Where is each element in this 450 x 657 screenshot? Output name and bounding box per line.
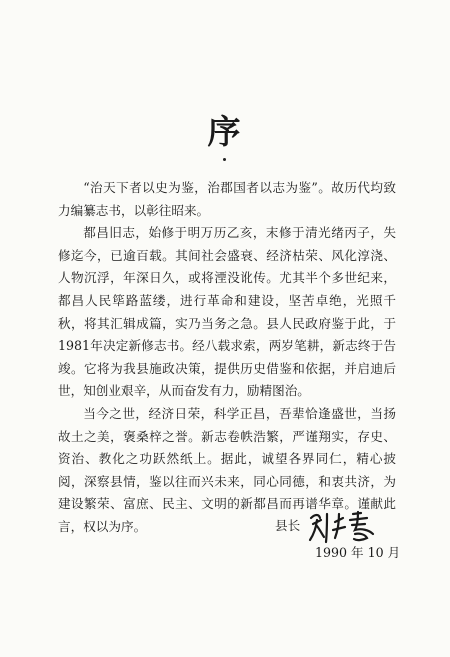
title-dot xyxy=(223,158,226,161)
paragraph: 都昌旧志，始修于明万历乙亥，末修于清光绪丙子，失修迄今，已逾百载。其间社会盛衰、经济枯荣、风化淳浇、人物沉浮，年深日久，或将湮没讹传。尤其半个多世纪来，都昌人民筚路蓝缕，进行革命和建设，坚苦卓绝，光照千秋，将其汇辑成篇，实乃当务之急。县人民政府鉴于此，于1981年决定新修志书。经八载求索，两岁笔耕，新志终于告竣。它将为我县施政决策，提供历史借鉴和依据，并启迪后世，知创业艰辛，从而奋发有力，励精图治。 xyxy=(58,225,396,399)
page-title: 序 xyxy=(207,112,243,151)
paragraph: 当今之世，经济日荣，科学正昌，吾辈恰逢盛世，当扬故土之美，褒桑梓之誉。新志卷帙浩繁，严谨翔实，存史、资治、教化之功跃然纸上。据此，诚望各界同仁，精心披阅，深察县情，鉴以往而兴未来，同心同德，和衷共济，为建设繁荣、富庶、民主、文明的新都昌而再谱华章。谨献此言，权以为序。 xyxy=(58,405,396,534)
preface-body xyxy=(58,177,396,539)
signature-title: 县长 xyxy=(275,518,301,533)
signature-block xyxy=(275,508,395,544)
handwritten-signature xyxy=(305,508,385,544)
date-line: 1990 年 10 月 xyxy=(315,545,401,560)
paragraph: “治天下者以史为鉴，治郡国者以志为鉴”。故历代均致力编纂志书，以彰往昭来。 xyxy=(58,180,396,218)
